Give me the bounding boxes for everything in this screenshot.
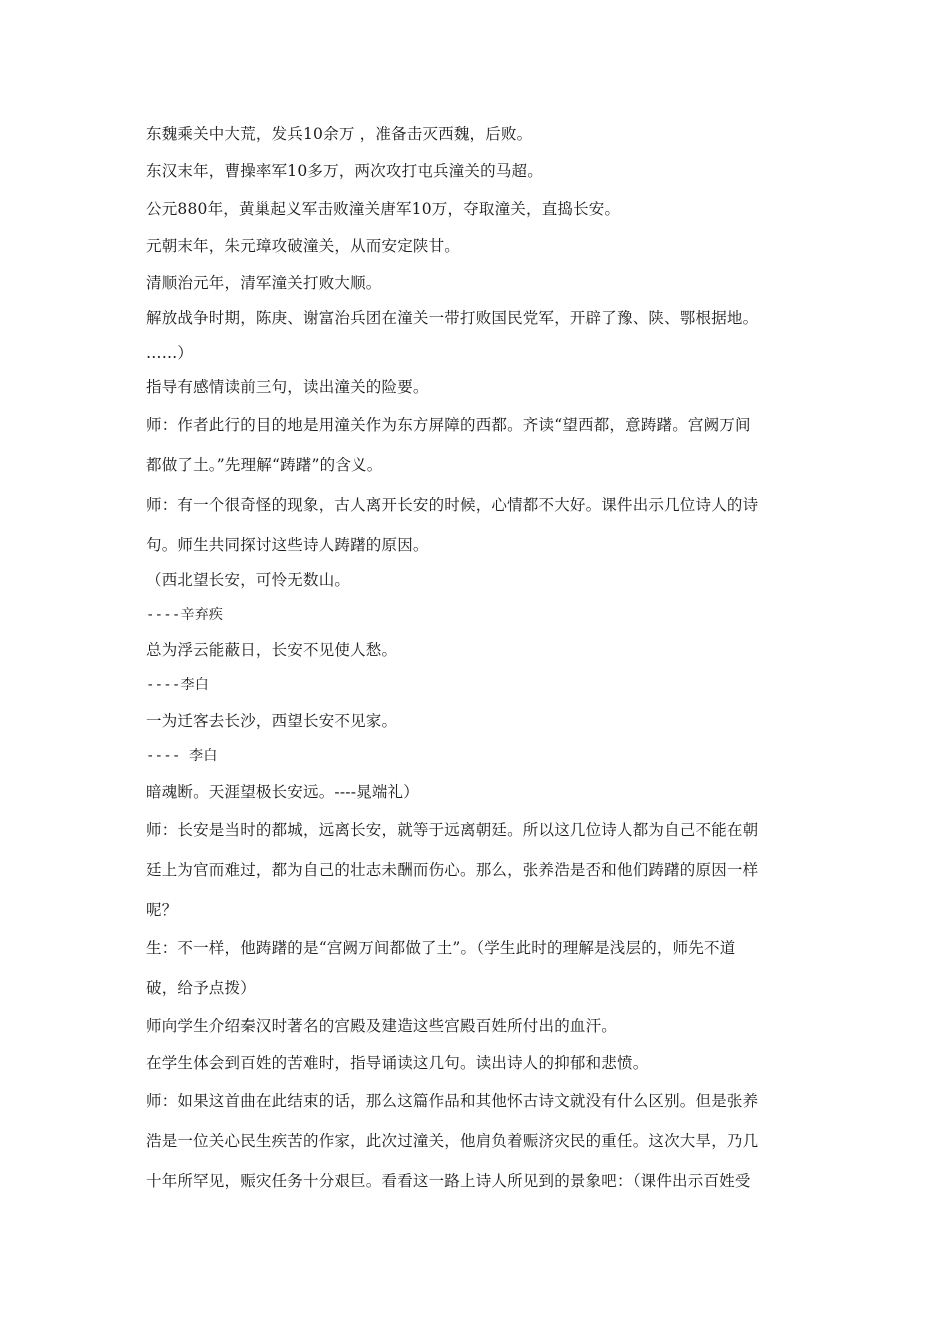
text-line: 元朝末年，朱元璋攻破潼关，从而安定陕甘。: [146, 237, 461, 255]
text-line: 清顺治元年，清军潼关打败大顺。: [146, 274, 382, 292]
text-line: 在学生体会到百姓的苦难时，指导诵读这几句。读出诗人的抑郁和悲愤。: [146, 1054, 649, 1072]
text-line: 师：如果这首曲在此结束的话，那么这篇作品和其他怀古诗文就没有什么区别。但是张养: [146, 1092, 759, 1110]
text-line: ---- 李白: [146, 748, 218, 764]
text-line: 生：不一样，他踌躇的是“宫阙万间都做了土”。（学生此时的理解是浅层的，师先不道: [146, 939, 736, 957]
text-line: 破，给予点拨）: [146, 979, 256, 997]
text-line: ----李白: [146, 677, 209, 693]
text-line: 一为迁客去长沙，西望长安不见家。: [146, 712, 398, 730]
text-line: 东汉末年，曹操率军10多万，两次攻打屯兵潼关的马超。: [146, 162, 543, 180]
text-line: 师向学生介绍秦汉时著名的宫殿及建造这些宫殿百姓所付出的血汗。: [146, 1017, 618, 1035]
text-line: 师：作者此行的目的地是用潼关作为东方屏障的西都。齐读“望西都，意踌躇。宫阙万间: [146, 416, 751, 434]
text-line: ----辛弃疾: [146, 607, 224, 623]
text-line: 十年所罕见，赈灾任务十分艰巨。看看这一路上诗人所见到的景象吧：（课件出示百姓受: [146, 1172, 751, 1190]
text-line: 总为浮云能蔽日，长安不见使人愁。: [146, 641, 398, 659]
text-line: 暗魂断。天涯望极长安远。----晁端礼）: [146, 783, 419, 801]
text-line: 师：有一个很奇怪的现象，古人离开长安的时候，心情都不大好。课件出示几位诗人的诗: [146, 496, 759, 514]
text-line: 浩是一位关心民生疾苦的作家，此次过潼关，他肩负着赈济灾民的重任。这次大旱，乃几: [146, 1132, 759, 1150]
text-line: 句。师生共同探讨这些诗人踌躇的原因。: [146, 536, 429, 554]
text-line: ……）: [146, 344, 194, 362]
text-line: 指导有感情读前三句，读出潼关的险要。: [146, 378, 429, 396]
text-line: 解放战争时期，陈庚、谢富治兵团在潼关一带打败国民党军，开辟了豫、陕、鄂根据地。: [146, 309, 759, 327]
text-line: 师：长安是当时的都城，远离长安，就等于远离朝廷。所以这几位诗人都为自己不能在朝: [146, 821, 759, 839]
text-line: （西北望长安，可怜无数山。: [146, 571, 351, 589]
text-line: 公元880年，黄巢起义军击败潼关唐军10万，夺取潼关，直捣长安。: [146, 200, 621, 218]
text-line: 呢？: [146, 901, 178, 919]
text-line: 都做了土。”先理解“踌躇”的含义。: [146, 456, 383, 474]
text-line: 东魏乘关中大荒，发兵10余万 ，准备击灭西魏，后败。: [146, 125, 533, 143]
text-line: 廷上为官而难过，都为自己的壮志未酬而伤心。那么，张养浩是否和他们踌躇的原因一样: [146, 861, 759, 879]
